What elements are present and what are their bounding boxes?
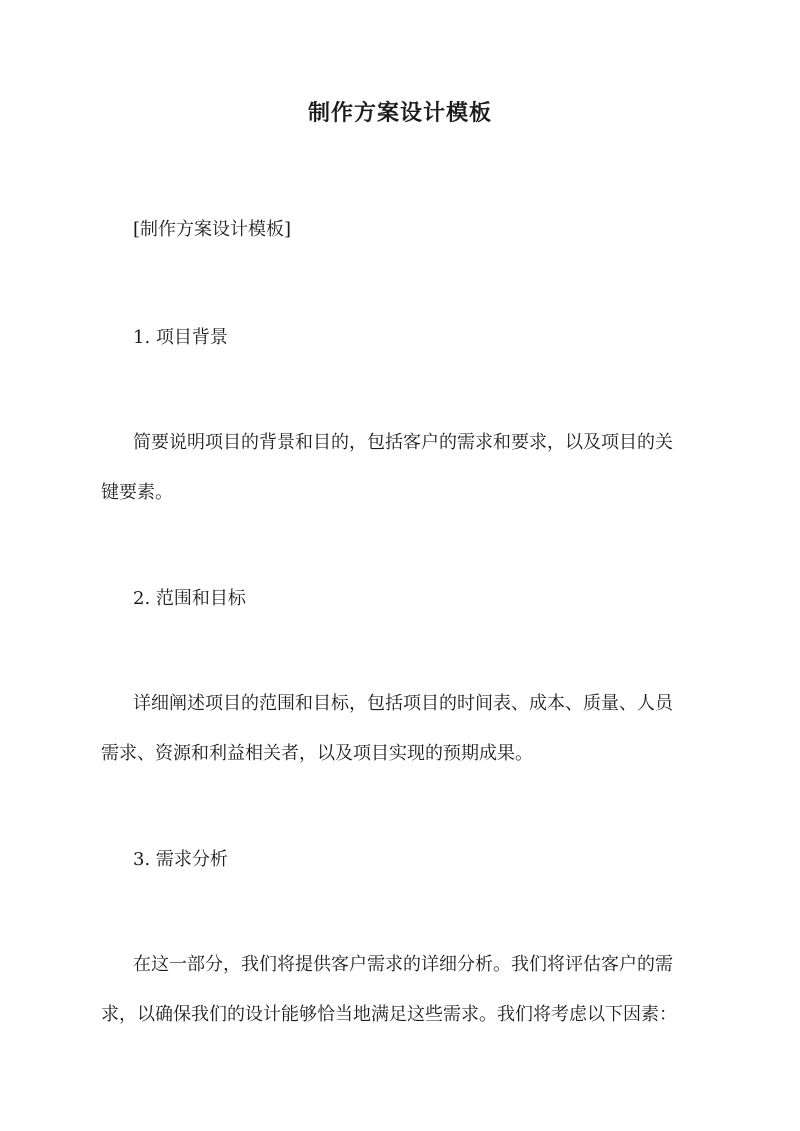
section-heading-scope: 2. 范围和目标 bbox=[133, 588, 246, 609]
paragraph-line: 简要说明项目的背景和目的，包括客户的需求和要求，以及项目的关 bbox=[133, 432, 673, 453]
paragraph-line: 详细阐述项目的范围和目标，包括项目的时间表、成本、质量、人员 bbox=[133, 693, 673, 714]
document-subtitle: [制作方案设计模板] bbox=[133, 219, 292, 240]
document-title: 制作方案设计模板 bbox=[307, 100, 492, 126]
paragraph-line: 在这一部分，我们将提供客户需求的详细分析。我们将评估客户的需 bbox=[133, 954, 673, 975]
paragraph-line: 需求、资源和利益相关者，以及项目实现的预期成果。 bbox=[101, 743, 533, 764]
paragraph-line: 求，以确保我们的设计能够恰当地满足这些需求。我们将考虑以下因素： bbox=[101, 1004, 677, 1025]
section-heading-background: 1. 项目背景 bbox=[133, 327, 228, 348]
section-heading-requirements: 3. 需求分析 bbox=[133, 849, 228, 870]
paragraph-line: 键要素。 bbox=[101, 482, 173, 503]
